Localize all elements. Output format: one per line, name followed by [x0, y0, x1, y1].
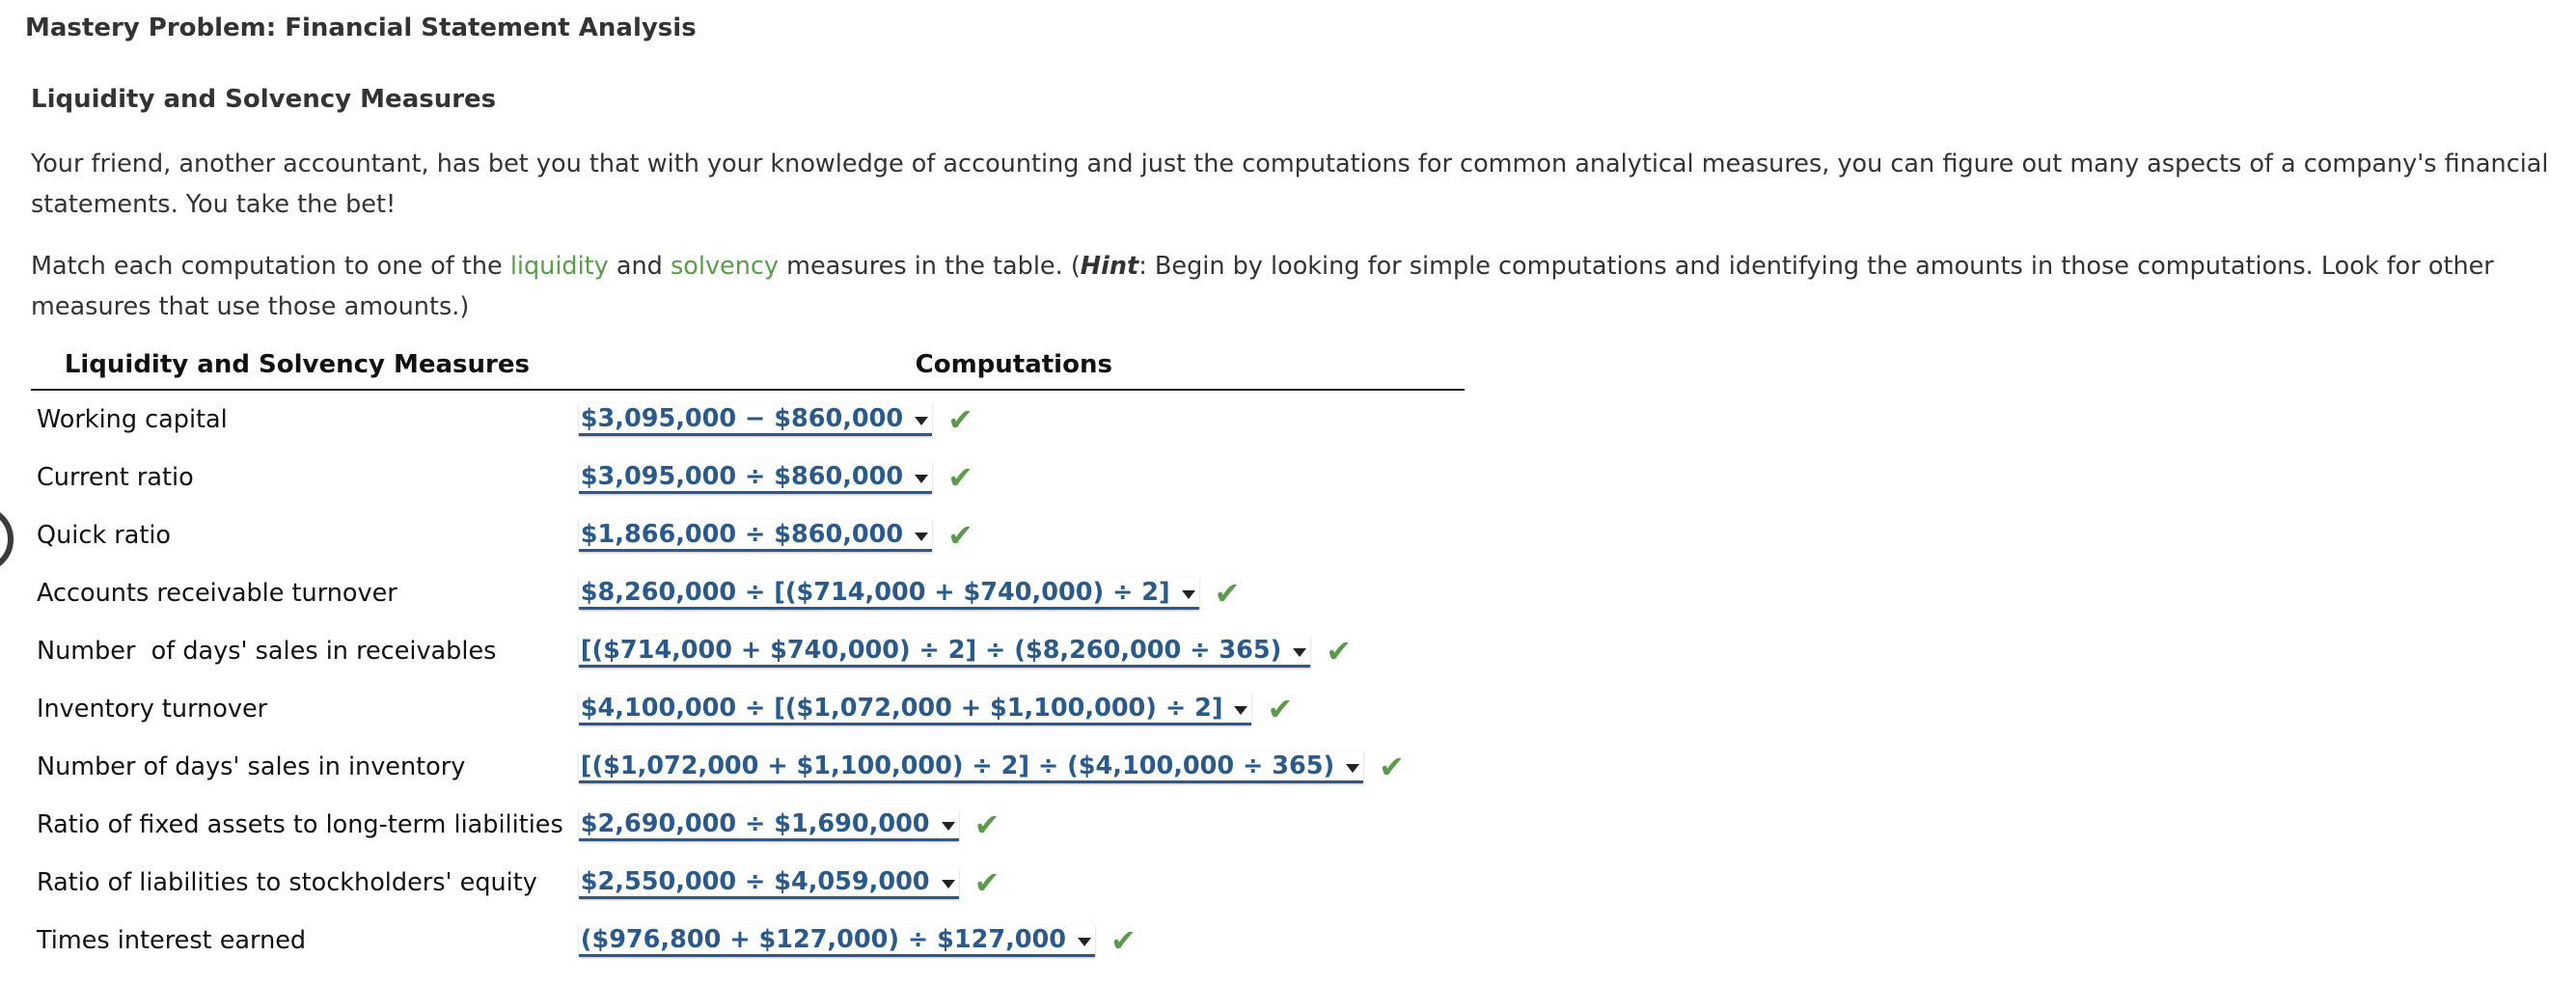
- caret-down-icon: [1182, 590, 1195, 599]
- caret-down-icon: [942, 822, 955, 831]
- table-row: [31, 449, 1465, 506]
- table-row: [31, 796, 1465, 854]
- header-measures: Liquidity and Solvency Measures: [31, 341, 563, 390]
- computation-select[interactable]: [579, 693, 1252, 725]
- table-row: [31, 738, 1465, 796]
- solvency-link[interactable]: solvency: [670, 252, 779, 281]
- instructions-and: and: [608, 252, 671, 281]
- checkmark-icon: ✔: [947, 459, 973, 496]
- caret-down-icon: [942, 880, 955, 888]
- measure-label: Inventory turnover: [37, 695, 268, 724]
- computation-select[interactable]: [579, 924, 1095, 957]
- header-computations: Computations: [563, 341, 1465, 390]
- select-value: [($714,000 + $740,000) ÷ 2] ÷ ($8,260,000 ÷ 365): [580, 636, 1282, 665]
- instructions-tail: : Begin by looking for simple computations and identifying the amounts in those computations. Look for other measures that use those amounts.): [31, 252, 2494, 321]
- caret-down-icon: [1234, 706, 1247, 715]
- select-value: $4,100,000 ÷ [($1,072,000 + $1,100,000) ÷ 2]: [580, 694, 1223, 723]
- caret-down-icon: [915, 533, 928, 541]
- instructions-paragraph: [31, 246, 2559, 327]
- instructions-mid: measures in the table. (: [779, 252, 1081, 281]
- computation-select[interactable]: [579, 866, 959, 899]
- computation-select[interactable]: [579, 751, 1363, 783]
- measure-label: Ratio of fixed assets to long-term liabilities: [37, 810, 563, 839]
- measure-label: Times interest earned: [37, 926, 307, 955]
- caret-down-icon: [1078, 938, 1091, 946]
- section-title: Liquidity and Solvency Measures: [31, 85, 497, 114]
- table-row: [31, 506, 1465, 564]
- table-row: [31, 912, 1465, 970]
- measure-label: Quick ratio: [37, 521, 172, 550]
- measures-table: [31, 341, 1465, 970]
- table-row: [31, 622, 1465, 680]
- select-value: $2,550,000 ÷ $4,059,000: [580, 867, 930, 896]
- checkmark-icon: ✔: [947, 401, 973, 438]
- measure-label: Ratio of liabilities to stockholders' equity: [37, 868, 537, 897]
- table-row: [31, 680, 1465, 738]
- page-title: Mastery Problem: Financial Statement Analysis: [25, 14, 697, 42]
- liquidity-link[interactable]: liquidity: [509, 252, 609, 281]
- measure-label: Working capital: [37, 405, 228, 434]
- checkmark-icon: ✔: [1326, 633, 1353, 670]
- checkmark-icon: ✔: [1110, 922, 1137, 959]
- checkmark-icon: ✔: [947, 517, 973, 554]
- computation-select[interactable]: [579, 461, 932, 494]
- checkmark-icon: ✔: [1214, 575, 1241, 612]
- instructions-lead: Match each computation to one of the: [31, 252, 510, 281]
- select-value: $3,095,000 − $860,000: [580, 404, 904, 433]
- select-value: $2,690,000 ÷ $1,690,000: [580, 809, 930, 838]
- table-row: [31, 854, 1465, 912]
- computation-select[interactable]: [579, 403, 932, 436]
- partial-circle-decoration: [0, 506, 14, 573]
- table-row: [31, 564, 1465, 622]
- computation-select[interactable]: [579, 635, 1310, 668]
- select-value: $8,260,000 ÷ [($714,000 + $740,000) ÷ 2]: [580, 578, 1170, 607]
- measure-label: Number of days' sales in receivables: [37, 637, 497, 666]
- checkmark-icon: ✔: [973, 806, 1000, 843]
- intro-paragraph: Your friend, another accountant, has bet you that with your knowledge of accounting and just the computations for common analytical measures, you can figure out many aspects of a company's financial statements. You take the bet!: [31, 150, 2549, 219]
- measure-label: Accounts receivable turnover: [37, 579, 397, 608]
- checkmark-icon: ✔: [1267, 691, 1294, 727]
- computation-select[interactable]: [579, 808, 959, 841]
- computation-select[interactable]: [579, 519, 932, 552]
- measure-label: Number of days' sales in inventory: [37, 752, 466, 781]
- caret-down-icon: [915, 417, 928, 425]
- select-value: $3,095,000 ÷ $860,000: [580, 462, 904, 491]
- caret-down-icon: [915, 475, 928, 483]
- select-value: ($976,800 + $127,000) ÷ $127,000: [580, 925, 1067, 954]
- hint-label: Hint: [1080, 252, 1139, 281]
- computation-select[interactable]: [579, 577, 1199, 610]
- checkmark-icon: ✔: [973, 864, 1000, 901]
- select-value: $1,866,000 ÷ $860,000: [580, 520, 904, 549]
- caret-down-icon: [1346, 764, 1359, 773]
- table-row: [31, 390, 1465, 449]
- measure-label: Current ratio: [37, 463, 194, 492]
- caret-down-icon: [1293, 648, 1306, 657]
- checkmark-icon: ✔: [1379, 749, 1405, 785]
- select-value: [($1,072,000 + $1,100,000) ÷ 2] ÷ ($4,100,000 ÷ 365): [580, 752, 1335, 780]
